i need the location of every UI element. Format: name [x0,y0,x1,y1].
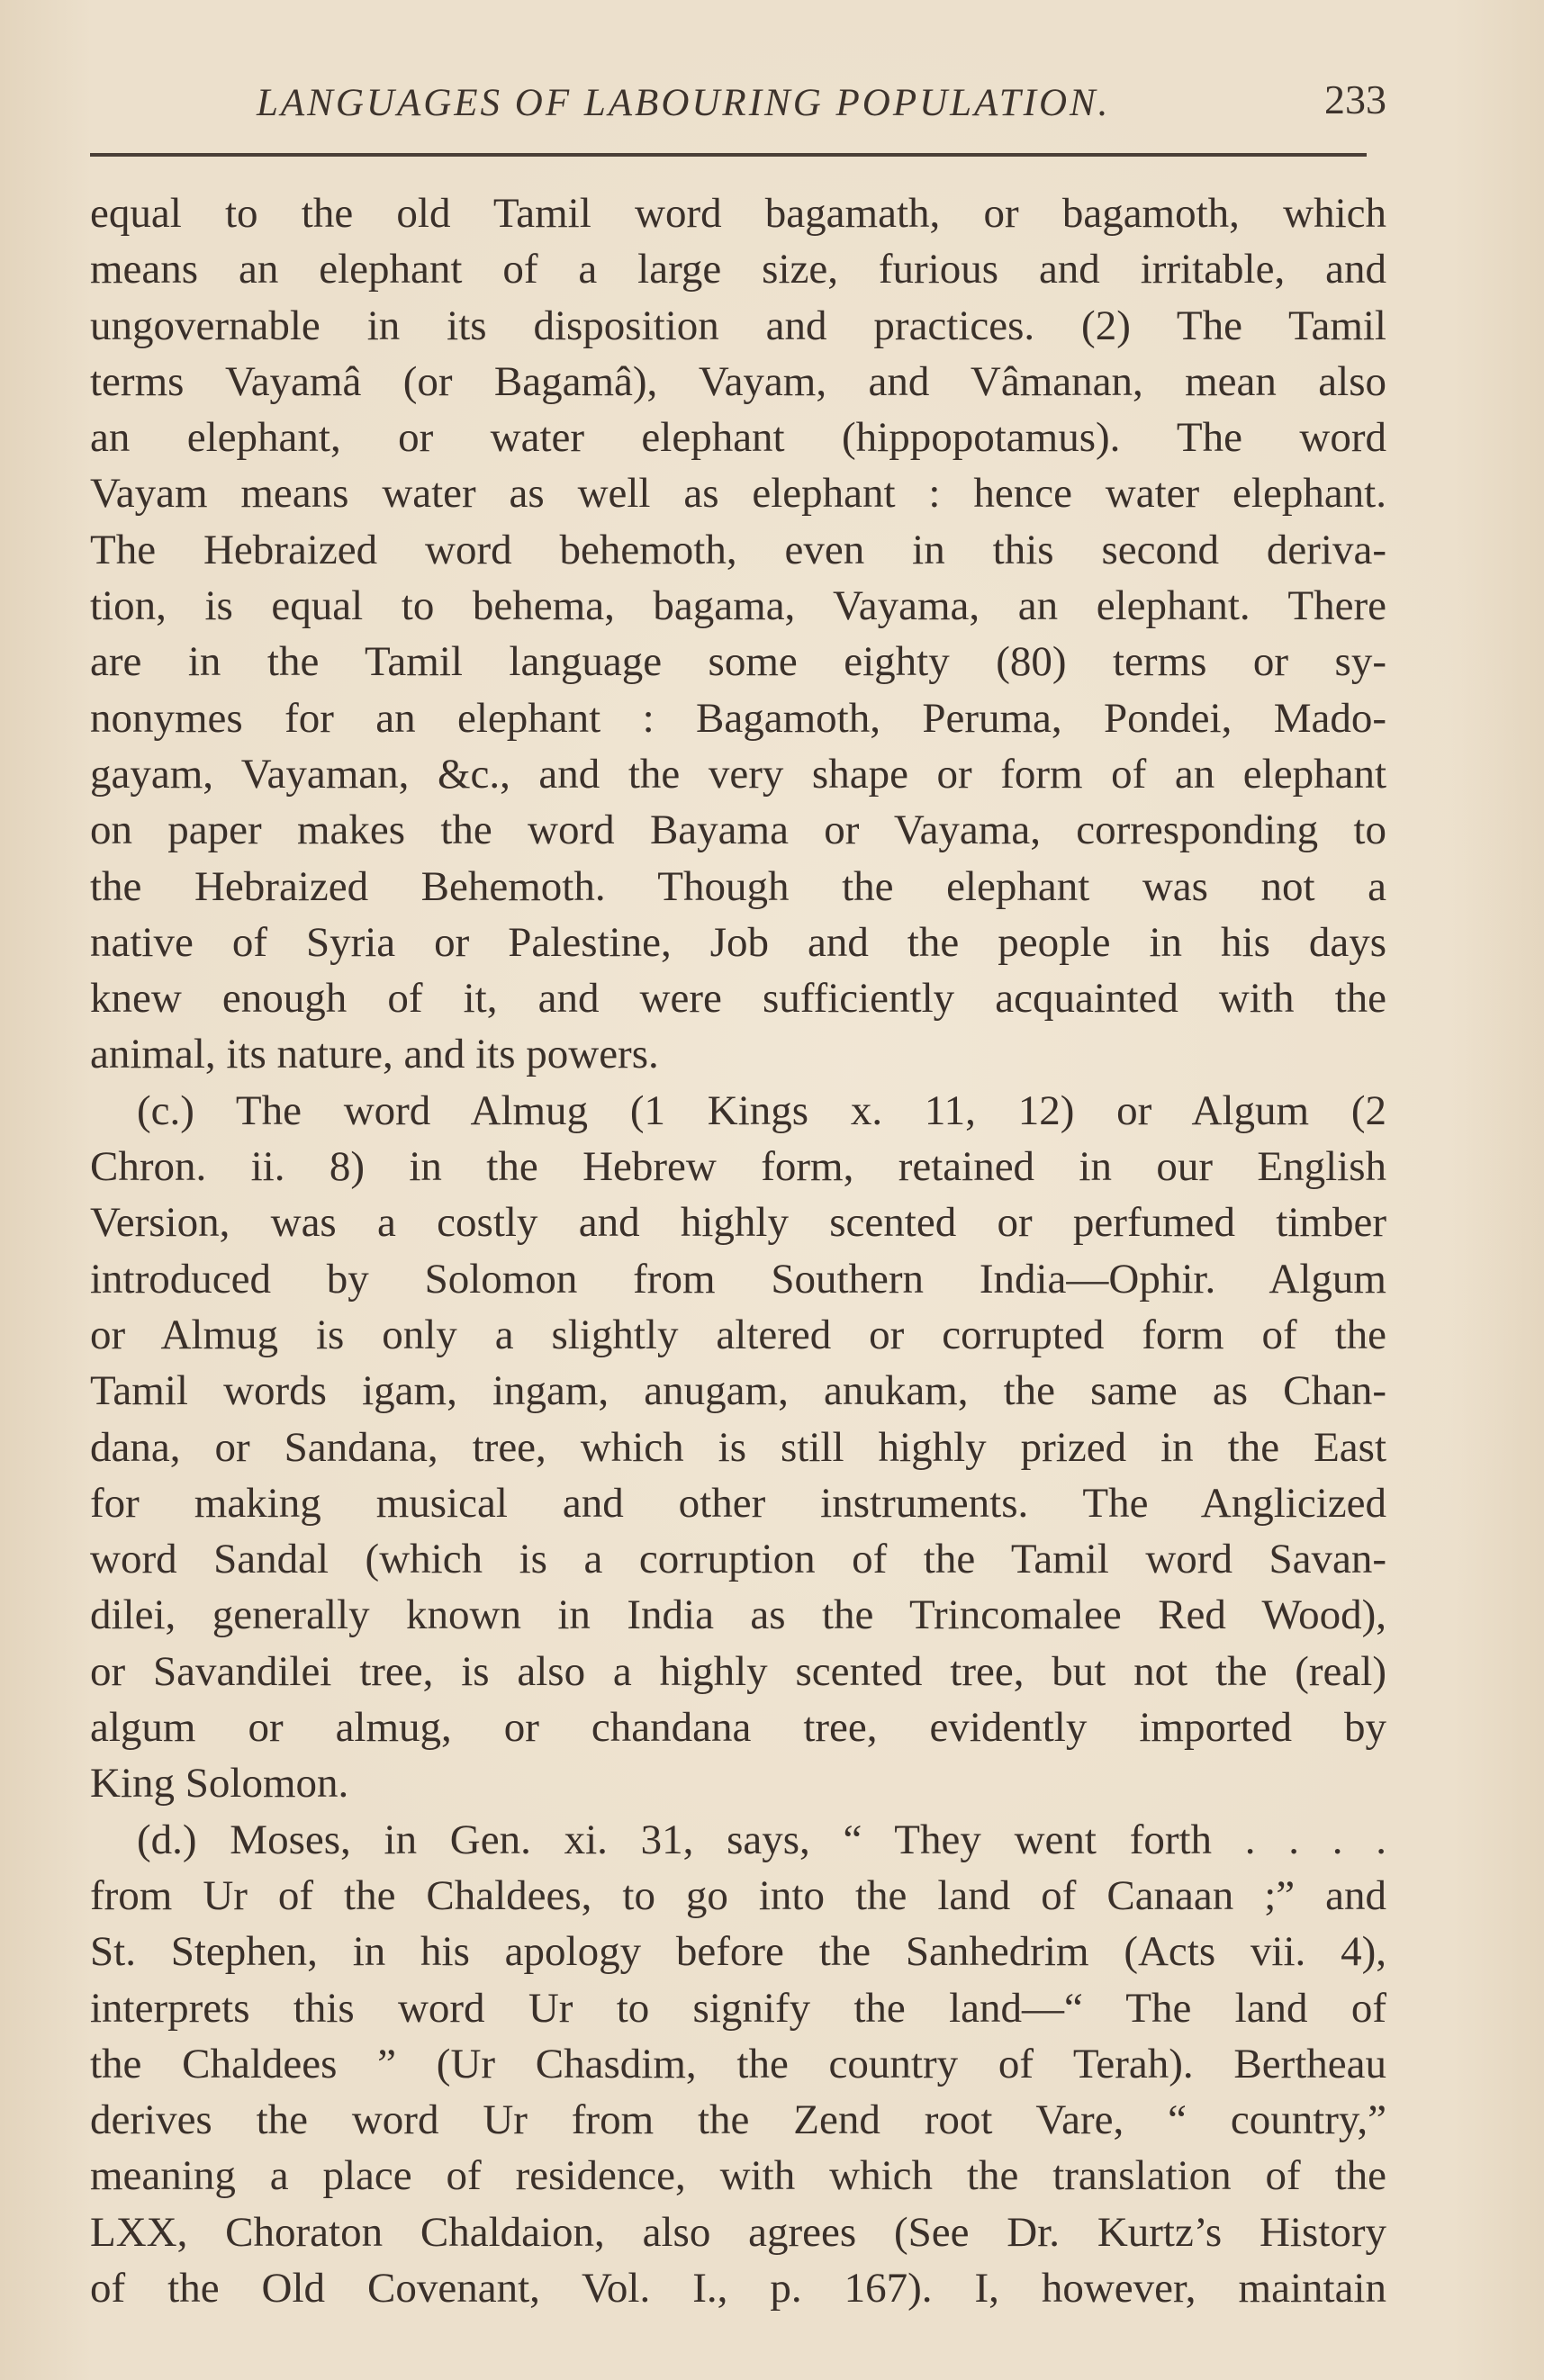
text-line: native of Syria or Palestine, Job and the people in his days [90,918,1386,966]
text-line: The Hebraized word behemoth, even in this second deriva- [90,526,1386,573]
text-line: animal, its nature, and its powers. [90,1031,659,1078]
text-line: (d.) Moses, in Gen. xi. 31, says, “ They went forth . . . . [137,1816,1386,1863]
header-rule [90,153,1367,157]
text-line: means an elephant of a large size, furious and irritable, and [90,246,1386,293]
text-line: (c.) The word Almug (1 Kings x. 11, 12) or Algum (2 [137,1086,1386,1134]
page-number: 233 [1324,77,1386,122]
text-line: St. Stephen, in his apology before the Sanhedrim (Acts vii. 4), [90,1928,1386,1976]
text-line: dilei, generally known in India as the Trincomalee Red Wood), [90,1591,1386,1639]
text-line: dana, or Sandana, tree, which is still highly prized in the East [90,1423,1386,1471]
text-line: on paper makes the word Bayama or Vayama, corresponding to [90,807,1386,854]
text-line: King Solomon. [90,1760,349,1808]
text-line: Tamil words igam, ingam, anugam, anukam, the same as Chan- [90,1367,1386,1415]
page-header [90,70,1386,133]
text-line: Version, was a costly and highly scented or perfumed timber [90,1199,1386,1247]
text-line: algum or almug, or chandana tree, evidently imported by [90,1704,1386,1752]
text-line: tion, is equal to behema, bagama, Vayama, an elephant. There [90,582,1386,630]
text-line: for making musical and other instruments. The Anglicized [90,1479,1386,1527]
text-line: are in the Tamil language some eighty (80) terms or sy- [90,638,1386,686]
text-line: an elephant, or water elephant (hippopotamus). The word [90,414,1386,462]
text-line: the Chaldees ” (Ur Chasdim, the country of Terah). Bertheau [90,2040,1386,2087]
text-line: equal to the old Tamil word bagamath, or bagamoth, which [90,190,1386,237]
text-line: gayam, Vayaman, &c., and the very shape or form of an elephant [90,750,1386,798]
text-line: ungovernable in its disposition and practices. (2) The Tamil [90,302,1386,349]
body-text [90,185,1386,2316]
text-line: Vayam means water as well as elephant : hence water elephant. [90,470,1386,518]
text-line: LXX, Choraton Chaldaion, also agrees (See Dr. Kurtz’s History [90,2208,1386,2256]
text-line: nonymes for an elephant : Bagamoth, Peruma, Pondei, Mado- [90,694,1386,742]
text-line: from Ur of the Chaldees, to go into the land of Canaan ;” and [90,1871,1386,1919]
text-line: word Sandal (which is a corruption of the Tamil word Savan- [90,1536,1386,1583]
text-line: interprets this word Ur to signify the land—“ The land of [90,1984,1386,2032]
text-line: of the Old Covenant, Vol. I., p. 167). I, however, maintain [90,2264,1386,2312]
text-line: the Hebraized Behemoth. Though the elephant was not a [90,862,1386,910]
text-line: Chron. ii. 8) in the Hebrew form, retained in our English [90,1143,1386,1191]
text-line: meaning a place of residence, with which the translation of the [90,2152,1386,2200]
text-line: or Almug is only a slightly altered or corrupted form of the [90,1311,1386,1358]
text-line: or Savandilei tree, is also a highly scented tree, but not the (real) [90,1647,1386,1695]
text-line: introduced by Solomon from Southern India—Ophir. Algum [90,1255,1386,1303]
running-title: LANGUAGES OF LABOURING POPULATION. [257,82,1111,124]
text-line: terms Vayamâ (or Bagamâ), Vayam, and Vâmanan, mean also [90,357,1386,405]
text-line: knew enough of it, and were sufficiently acquainted with the [90,975,1386,1023]
text-line: derives the word Ur from the Zend root Vare, “ country,” [90,2096,1386,2144]
